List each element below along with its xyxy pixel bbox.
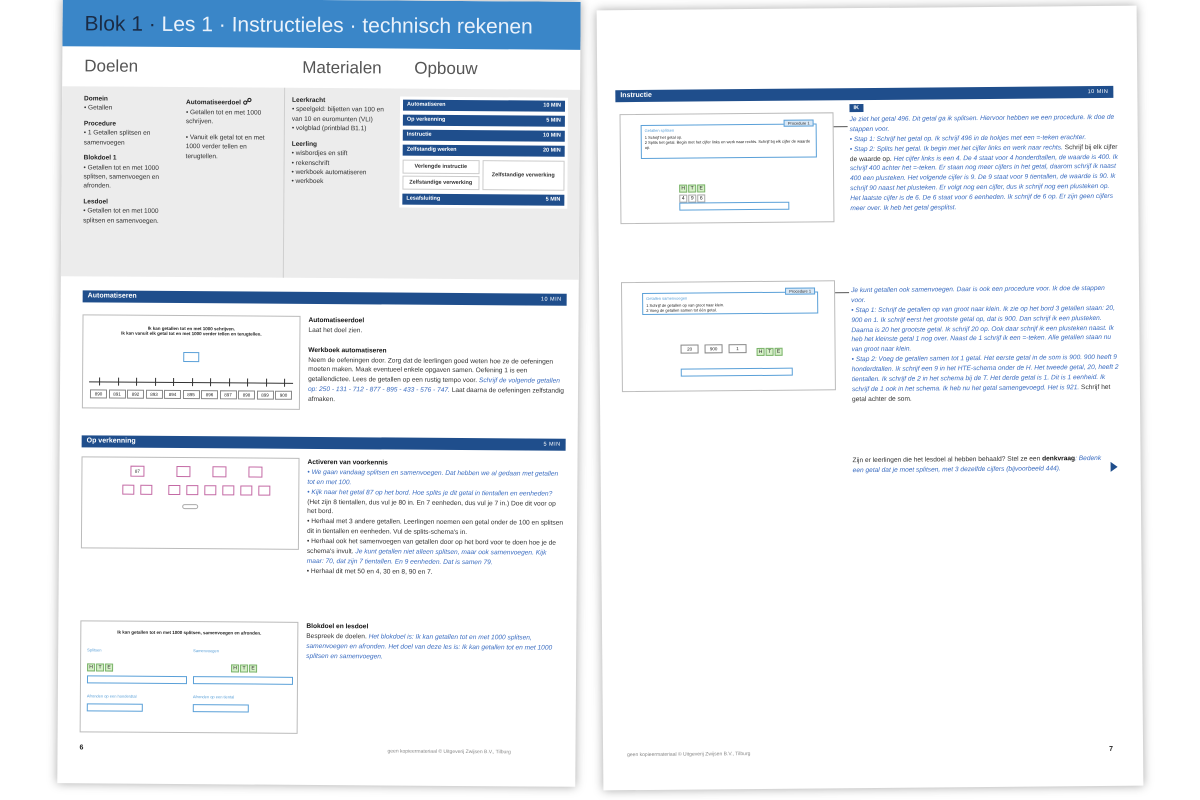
section-header-instructie: Instructie 10 MIN: [615, 86, 1113, 102]
next-arrow-icon[interactable]: [1111, 462, 1118, 472]
automatiseerdoel-column: Automatiseerdoel ☍ • Getallen tot en met 1000 schrijven. • Vanuit elk getal tot en met 1000 verder tellen en terugtellen.: [185, 96, 265, 161]
slide-thumbnail-procedure-samenvoegen: Getallen samenvoegen Procedure 1 1 Schrijf de getallen op van groot naar klein. 2 Voeg de getallen samen tot één getal. 20 900 1 H T E: [621, 280, 836, 392]
number-line-tick: [136, 378, 137, 386]
connector-line: [834, 126, 848, 127]
number-line-label: 895: [182, 390, 199, 399]
number-line-tick: [99, 377, 100, 385]
number-line-tick: [155, 378, 156, 386]
instructie-text-1: Je ziet het getal 496. Dit getal ga ik splitsen. Hiervoor hebben we een procedure. Ik doe de stappen voor. • Stap 1: Schrijf het getal op. Ik schrijf 496 in de hokjes met een =-teken erachter. • Stap 2: Splits het getal. Ik begin met het cijfer links en werk naar rechts. Schrijf bij elk cijfer de waarde op. Het cijfer links is een 4. De 4 staat voor 4 honderdtallen, de waarde is 400. Ik schrijf 400 achter het =-teken. Er staan nog meer cijfers in het getal, daarom schrijf ik naast 400 een plusteken. Het volgende cijfer is 9. De 9 staat voor 9 tientallen, de waarde is 90. Ik schrijf 90 naast het plusteken. Er volgt nog een cijfer, dus ik schrijf nog een plusteken op. Het laatste cijfer is de 6. De 6 staat voor 6 eenheden. Ik schrijf de 6 op. Er zijn geen cijfers meer over. Ik heb het getal gesplitst.: [849, 113, 1118, 213]
number-line-label: 892: [127, 390, 144, 399]
number-line-label: 900: [275, 391, 292, 400]
slide-thumbnail-automatiseren: Ik kan getallen tot en met 1000 schrijven. Ik kan vanuit elk getal tot en met 1000 verder tellen en terugtellen. 890 891 892 893 894 895 896 897 898 899 900: [82, 314, 301, 410]
number-line-label: 891: [108, 390, 125, 399]
icon-box: [183, 352, 199, 362]
opbouw-item: Zelfstandig werken 20 MIN: [403, 145, 565, 157]
opbouw-item: Instructie 10 MIN: [403, 130, 565, 142]
page-number: 6: [79, 744, 84, 752]
section-header-op-verkenning: Op verkenning 5 MIN: [82, 435, 566, 450]
number-line-tick: [266, 379, 267, 387]
number-line-tick: [284, 379, 285, 387]
heading-opbouw: Opbouw: [414, 58, 478, 79]
instructie-text-2: Je kunt getallen ook samenvoegen. Daar is ook een procedure voor. Ik doe de stappen voor. • Stap 1: Schrijf de getallen op van groot naar klein. Ik zie op het bord 3 getallen staan: 20, 900 en 1. Ik schrijf eerst het grootste getal op, dat is 900. Dan schrijf ik een plusteken. Daarna is 20 het grootste getal. Ik schrijf 20 op. Ook daar schrijf ik een plusteken naast. Ik heb het kleinste getal 1 nog over. Naast de 1 schrijf ik een =-teken. Alle getallen staan nu van groot naar klein. • Stap 2: Voeg de getallen samen tot 1 getal. Het eerste getal in de som is 900. 900 heeft 9 honderdtallen. Ik schrijf een 9 in het HTE-schema onder de H. Het tweede getal, 20, heeft 2 tientallen. Ik schrijf de 2 in het schema bij de T. Het derde getal is 1. Dit is 1 eenheid. Ik schrijf de 1 ook in het schema. Ik heb nu het getal samengevoegd. Het is 921. Schrijf het getal achter de som.: [851, 284, 1119, 403]
number-line-label: 896: [201, 390, 218, 399]
number-line-tick: [247, 378, 248, 386]
opbouw-split: Verlengde instructie Zelfstandige verwerking Zelfstandige verwerking: [402, 160, 564, 191]
heading-materialen: Materialen: [302, 57, 382, 78]
divider: [283, 88, 285, 278]
number-line-tick: [173, 378, 174, 386]
doelen-column: Domein • Getallen Procedure • 1 Getallen splitsen en samenvoegen Blokdoel 1 • Getallen tot en met 1000 splitsen, samenvoegen en afronden. Lesdoel • Getallen tot en met 1000 splitsen en samenvoegen.: [83, 95, 160, 225]
section-header-automatiseren: Automatiseren 10 MIN: [83, 290, 567, 305]
verkenning-text: Activeren van voorkennis • We gaan vandaag splitsen en samenvoegen. Dat hebben we al gedaan met getallen tot en met 100. • Kijk naar het getal 87 op het bord. Hoe splits je dit getal in tientallen en eenheden? (Het zijn 8 tientallen, dus vul je 80 in. En 7 eenheden, dus vul je 7 in.) Doe dit voor op het bord. • Herhaal met 3 andere getallen. Leerlingen noemen een getal onder de 100 en splitsen dit in tientallen en eenheden. Vul de splits-schema's in. • Herhaal ook het samenvoegen van getallen door op het bord voor te doen hoe je de schema's invult. Je kunt getallen niet alleen splitsen, maar ook samenvoegen. Kijk maar: 70, dat zijn 7 tientallen. En 9 eenheden. Dat is samen 79. • Herhaal dit met 50 en 4, 30 en 8, 90 en 7.: [306, 458, 564, 576]
denkvraag-text: Zijn er leerlingen die het lesdoel al hebben behaald? Stel ze een denkvraag: Bedenk een getal dat je moet splitsen, met 3 dezelfde cijfers (bijvoorbeeld 444).: [852, 454, 1102, 475]
page-7: [597, 6, 1144, 791]
number-line-label: 897: [219, 390, 236, 399]
page-footer: geen kopieermateriaal © Uitgeverij Zwijsen B.V., Tilburg: [387, 748, 511, 756]
opbouw-item: Op verkenning 5 MIN: [403, 115, 565, 127]
page-footer: geen kopieermateriaal © Uitgeverij Zwijsen B.V., Tilburg: [627, 751, 751, 759]
opbouw-schedule: [399, 97, 568, 209]
pager-dots: [182, 504, 198, 509]
materialen-column: Leerkracht • speelgeld: biljetten van 100 en van 10 en euromunten (VLI) • volgblad (printblad B1.1) Leerling • wisbordjes en stift • rekenschrift • werkboek automatiseren • werkboek: [291, 96, 384, 186]
number-line-tick: [192, 378, 193, 386]
number-line-label: 893: [145, 390, 162, 399]
blokdoel-text: Blokdoel en lesdoel Bespreek de doelen. Het blokdoel is: Ik kan getallen tot en met 1000 splitsen, samenvoegen en afronden. Het doel van deze les is: Ik kan getallen tot en met 1000 splitsen en samenvoegen.: [306, 622, 553, 661]
slide-thumbnail-procedure-splitsen: Getallen splitsen Procedure 1 1 Schrijf het getal op. 2 Splits het getal. Begin met het cijfer links en werk naar rechts. Schrijf bij elk cijfer de waarde op. H T E 4 9 6: [620, 112, 835, 224]
page-6: [57, 0, 580, 787]
connector-line: [835, 292, 849, 293]
number-line-tick: [118, 378, 119, 386]
automatiseren-text: Automatiseerdoel Laat het doel zien. Werkboek automatiseren Neem de oefeningen door. Zorg dat de leerlingen goed weten hoe ze de oefeningen moeten maken. Maak eventueel enkele opgaven samen. Oefening 1 is een getallendictee. Lees de getallen op een rustig tempo voor. Schrijf de volgende getallen op: 250 - 131 - 712 - 877 - 895 - 433 - 576 - 747. Laat daarna de oefeningen zelfstandig afmaken.: [307, 316, 564, 404]
opbouw-item: Automatiseren 10 MIN: [403, 100, 565, 112]
opbouw-item: Lesafsluiting 5 MIN: [402, 194, 564, 206]
lesson-title: Blok 1 · Les 1 · Instructieles · technisch rekenen: [62, 0, 580, 50]
number-line-tick: [229, 378, 230, 386]
section-headings: [62, 46, 580, 80]
number-line-label: 898: [238, 390, 255, 399]
ik-badge: IK: [849, 104, 863, 112]
heading-doelen: Doelen: [84, 56, 139, 76]
page-number: 7: [1109, 745, 1114, 753]
person-icon: ☍: [242, 96, 252, 107]
number-line-label: 890: [90, 389, 107, 398]
number-line-label: 894: [164, 390, 181, 399]
slide-thumbnail-split-schemas: 87: [81, 456, 300, 550]
number-line-tick: [210, 378, 211, 386]
number-line-label: 899: [256, 391, 273, 400]
slide-thumbnail-blokdoel: Ik kan getallen tot en met 1000 splitsen, samenvoegen en afronden. Splitsen Samenvoegen H T E H T E Afronden op een honderdtal Afronden op een tiental: [80, 620, 299, 734]
